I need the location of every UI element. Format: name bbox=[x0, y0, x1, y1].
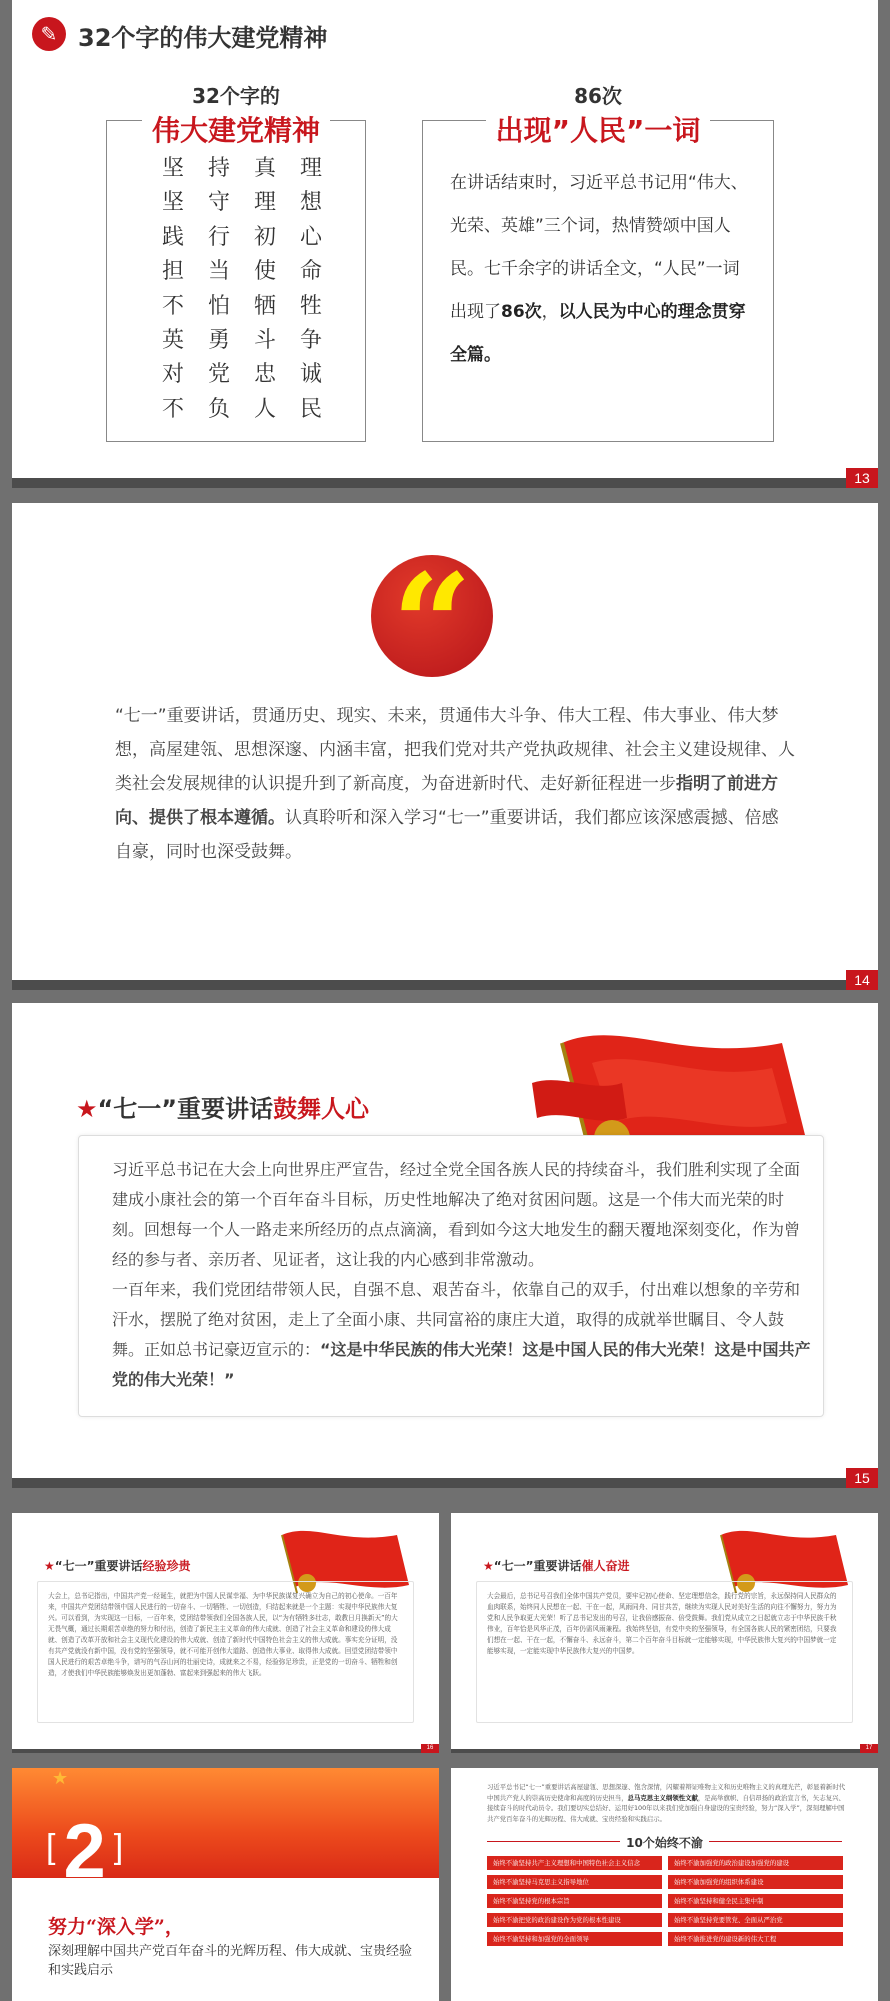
principle-item: 始终不渝把党的政治建设作为党的根本性建设 bbox=[487, 1913, 662, 1927]
people-box-text: 在讲话结束时，习近平总书记用“伟大、光荣、英雄”三个词，热情赞颂中国人民。七千余字的讲话全文，“人民”一词出现了86次，以人民为中心的理念贯穿全篇。 bbox=[450, 173, 748, 365]
slide-title: ★“七一”重要讲话催人奋进 bbox=[483, 1559, 630, 1573]
principle-item: 始终不渝加强党的组织体系建设 bbox=[668, 1875, 843, 1889]
page-number: 14 bbox=[846, 970, 878, 990]
slide-footer bbox=[451, 1749, 878, 1753]
spirit-row: 不 怕 牺 牲 bbox=[162, 293, 322, 319]
spirit-box-subtitle: 32个字的 bbox=[192, 84, 280, 108]
paragraph: 习近平总书记在大会上向世界庄严宣告，经过全党全国各族人民的持续奋斗，我们胜利实现了全面建成小康社会的第一个百年奋斗目标，历史性地解决了绝对贫困问题。这是一个伟大而光荣的时刻。回想每一个人一路走来所经历的点点滴滴，看到如今这大地发生的翻天覆地深刻变化，作为曾经的参与者、亲历者、见证者，这让我的内心感到非常激动。 bbox=[112, 1160, 801, 1269]
page-number: 13 bbox=[846, 468, 878, 488]
slide-footer bbox=[12, 980, 878, 990]
page-number: 15 bbox=[846, 1468, 878, 1488]
section-slide-2 bbox=[12, 1768, 439, 2001]
spirit-characters bbox=[162, 152, 322, 427]
spirit-row: 践 行 初 心 bbox=[162, 224, 322, 250]
pen-badge-icon: ✎ bbox=[32, 17, 66, 51]
principle-item: 始终不渝推进党的建设新的伟大工程 bbox=[668, 1932, 843, 1946]
page-number: 16 bbox=[421, 1744, 439, 1753]
slide-footer bbox=[12, 1749, 439, 1753]
section-subtitle: 深刻理解中国共产党百年奋斗的光辉历程、伟大成就、宝贵经验和实践启示 bbox=[48, 1944, 413, 1978]
principles-grid bbox=[487, 1856, 843, 1946]
principle-item: 始终不渝坚持和健全民主集中制 bbox=[668, 1894, 843, 1908]
spirit-box-header bbox=[106, 80, 366, 149]
section-number: [ 2 ] bbox=[46, 1809, 124, 1894]
principles-heading: 10个始终不渝 bbox=[451, 1834, 878, 1851]
principle-item: 始终不渝坚持党的根本宗旨 bbox=[487, 1894, 662, 1908]
page-number: 17 bbox=[860, 1744, 878, 1753]
slide-14 bbox=[12, 503, 878, 990]
spirit-row: 英 勇 斗 争 bbox=[162, 327, 322, 353]
people-box-header bbox=[422, 80, 774, 149]
content-text: 大会上，总书记指出，中国共产党一经诞生，就把为中国人民谋幸福、为中华民族谋复兴确立为自己的初心使命。一百年来，中国共产党团结带领中国人民进行的一切奋斗、一切牺牲、一切创造，归结起来就是一个主题：实现中华民族伟大复兴。可以看到，为实现这一目标，一百年来，党团结带领我们全国各族人民，以“为有牺牲多壮志，敢教日月换新天”的大无畏气概，通过长期艰苦卓绝的努力和付出，创造了新民主主义革命的伟大成就、创造了社会主义革命和建设的伟大成就、创造了改革开放和社会主义现代化建设的伟大成就、创造了新时代中国特色社会主义的伟大成就。事实充分证明，没有共产党就没有新中国，没有党的坚强领导，就不可能开创伟大道路、创造伟大事业、取得伟大成就。回望党团结带领中国人民进行的艰苦卓绝斗争，谱写的气吞山河的壮丽史诗，成就来之不易，经验弥足珍贵，正是党的一切奋斗、牺牲和创造，才使我们中华民族能够焕发出更加蓬勃、富起来到强起来的伟大飞跃。 bbox=[48, 1592, 398, 1677]
spirit-row: 担 当 使 命 bbox=[162, 259, 322, 285]
spirit-row: 坚 持 真 理 bbox=[162, 156, 322, 181]
paragraph: 一百年来，我们党团结带领人民，自强不息、艰苦奋斗，依靠自己的双手，付出难以想象的辛劳和汗水，摆脱了绝对贫困，走上了全面小康、共同富裕的康庄大道，取得的成就举世瞩目、令人鼓舞。正如总书记豪迈宣示的：“这是中华民族的伟大光荣！这是中国人民的伟大光荣！这是中国共产党的伟大光荣！” bbox=[112, 1280, 811, 1389]
slide-15 bbox=[12, 1003, 878, 1488]
star-icon: ★ bbox=[52, 1768, 69, 1789]
intro-text: 习近平总书记“七一”重要讲话高屋建瓴、思想深邃、饱含深情，闪耀着辩证唯物主义和历史唯物主义的真理光芒，彰显着新时代中国共产党人的崇高历史使命和高度的历史担当，总马克思主义纲领性文献，是高举旗帜、自信昂扬的政治宣言书，矢志复兴、接续奋斗的时代动员令。我们要切实总结好、运用好100年以来我们党加强自身建设的宝贵经验，努力“深入学”，深刻理解中国共产党百年奋斗的光辉历程、伟大成就、宝贵经验和实践启示。 bbox=[487, 1783, 846, 1823]
slide-13 bbox=[12, 0, 878, 488]
spirit-row: 坚 守 理 想 bbox=[162, 190, 322, 216]
spirit-row: 对 党 忠 诚 bbox=[162, 362, 322, 388]
principle-item: 始终不渝加强党的政治建设加强党的建设 bbox=[668, 1856, 843, 1870]
content-text bbox=[112, 1155, 812, 1395]
slide-title: ★“七一”重要讲话经验珍贵 bbox=[44, 1559, 191, 1573]
principle-item: 始终不渝坚持马克思主义指导地位 bbox=[487, 1875, 662, 1889]
principle-item: 始终不渝坚持共产主义理想和中国特色社会主义信念 bbox=[487, 1856, 662, 1870]
slide-16 bbox=[12, 1513, 439, 1753]
spirit-row: 不 负 人 民 bbox=[162, 396, 322, 422]
people-box-subtitle: 86次 bbox=[574, 84, 622, 108]
slide-footer bbox=[12, 478, 878, 488]
content-text: 大会最后，总书记号召我们全体中国共产党员，要牢记初心使命、坚定理想信念，践行党的宗旨，永远保持同人民群众的血肉联系，始终同人民想在一起、干在一起，风雨同舟、同甘共苦，继续为实现人民对美好生活的向往不懈努力，努力为党和人民争取更大光荣！听了总书记发出的号召，让我倍感振奋、倍受鼓舞。我们党从成立之日起就立志于中华民族千秋伟业，百年恰是风华正茂，百年仍需风雨兼程。我始终坚信，有党中央的坚强领导，有全国各族人民的紧密团结，只要我们想在一起、干在一起，不懈奋斗、永远奋斗，第二个百年奋斗目标就一定能够实现，中华民族伟大复兴的中国梦就一定能够实现，一定能实现中华民族伟大复兴的中国梦。 bbox=[487, 1592, 837, 1655]
quote-icon: “ bbox=[371, 555, 493, 677]
principle-item: 始终不渝坚持和加强党的全面领导 bbox=[487, 1932, 662, 1946]
slide-title: 32个字的伟大建党精神 bbox=[78, 24, 328, 52]
slide-title: ★“七一”重要讲话鼓舞人心 bbox=[76, 1095, 370, 1123]
spirit-box-title: 伟大建党精神 bbox=[142, 109, 330, 149]
speech-summary-text: “七一”重要讲话，贯通历史、现实、未来，贯通伟大斗争、伟大工程、伟大事业、伟大梦想，高屋建瓴、思想深邃、内涵丰富，把我们党对共产党执政规律、社会主义建设规律、人类社会发展规律的认识提升到了新高度，为奋进新时代、走好新征程进一步指明了前进方向、提供了根本遵循。认真聆听和深入学习“七一”重要讲话，我们都应该深感震撼、倍感自豪，同时也深受鼓舞。 bbox=[115, 706, 795, 862]
slide-17 bbox=[451, 1513, 878, 1753]
principle-item: 始终不渝坚持党要管党、全面从严治党 bbox=[668, 1913, 843, 1927]
slide-footer bbox=[12, 1478, 878, 1488]
section-title: 努力“深入学”， bbox=[48, 1916, 184, 1938]
people-box-title: 出现”人民”一词 bbox=[486, 109, 711, 149]
slide-ten-principles bbox=[451, 1768, 878, 2001]
